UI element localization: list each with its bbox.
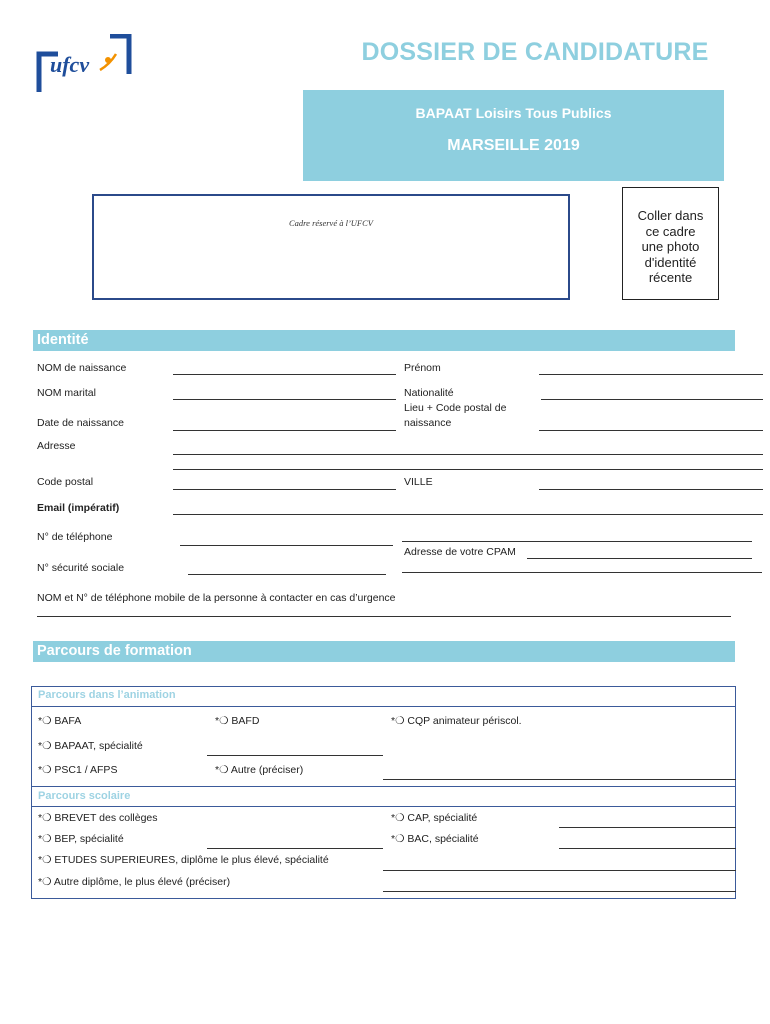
label-email: Email (impératif) <box>37 502 120 514</box>
label-date-naissance: Date de naissance <box>37 417 124 429</box>
label-adresse: Adresse <box>37 440 76 452</box>
label-secu: N° sécurité sociale <box>37 562 125 574</box>
photo-text-line: Coller dans <box>637 208 704 223</box>
reserved-label: Cadre réservé à l’UFCV <box>289 218 373 228</box>
checkbox-psc1[interactable]: *❍ PSC1 / AFPS <box>38 764 118 776</box>
label-lieu-naissance-1: Lieu + Code postal de <box>404 402 507 414</box>
checkbox-cqp[interactable]: *❍ CQP animateur périscol. <box>391 715 522 727</box>
photo-box[interactable] <box>622 187 719 300</box>
photo-text-line: récente <box>648 270 693 285</box>
field-bapaat-specialite[interactable] <box>207 755 383 756</box>
reserved-box <box>92 194 570 300</box>
checkbox-bep[interactable]: *❍ BEP, spécialité <box>38 833 124 845</box>
field-bac-specialite[interactable] <box>559 848 736 849</box>
city-year: MARSEILLE 2019 <box>447 137 580 154</box>
field-cpam-line-2[interactable] <box>402 572 762 573</box>
field-etudes-superieures[interactable] <box>383 870 736 871</box>
checkbox-bafa[interactable]: *❍ BAFA <box>38 715 82 727</box>
field-bep-specialite[interactable] <box>207 848 383 849</box>
field-adresse-2[interactable] <box>173 469 763 470</box>
field-urgence[interactable] <box>37 616 731 617</box>
checkbox-bapaat[interactable]: *❍ BAPAAT, spécialité <box>38 740 143 752</box>
field-autre-preciser[interactable] <box>383 779 736 780</box>
document-title: DOSSIER DE CANDIDATURE <box>361 38 709 66</box>
field-telephone[interactable] <box>180 545 393 546</box>
program-banner <box>303 90 724 181</box>
field-autre-diplome[interactable] <box>383 891 736 892</box>
field-email[interactable] <box>173 514 763 515</box>
divider <box>32 806 735 807</box>
field-cpam-line-1[interactable] <box>402 541 752 542</box>
label-nom-naissance: NOM de naissance <box>37 362 127 374</box>
field-cpam[interactable] <box>527 558 752 559</box>
photo-text-line: ce cadre <box>645 223 696 239</box>
divider <box>32 786 735 787</box>
field-adresse-1[interactable] <box>173 454 763 455</box>
program-name: BAPAAT Loisirs Tous Publics <box>415 105 612 121</box>
field-lieu-naissance[interactable] <box>539 430 763 431</box>
divider <box>32 706 735 707</box>
checkbox-cap[interactable]: *❍ CAP, spécialité <box>391 812 478 824</box>
field-nom-marital[interactable] <box>173 399 396 400</box>
field-cap-specialite[interactable] <box>559 827 736 828</box>
photo-text-line: d'identité <box>644 254 697 270</box>
checkbox-autre-diplome[interactable]: *❍ Autre diplôme, le plus élevé (préciser) <box>38 876 231 888</box>
label-nom-marital: NOM marital <box>37 387 96 399</box>
label-lieu-naissance-2: naissance <box>404 417 452 429</box>
label-urgence: NOM et N° de téléphone mobile de la personne à contacter en cas d’urgence <box>37 592 396 604</box>
checkbox-etudes-superieures[interactable]: *❍ ETUDES SUPERIEURES, diplôme le plus élevé, spécialité <box>38 854 329 866</box>
field-ville[interactable] <box>539 489 763 490</box>
field-code-postal[interactable] <box>173 489 396 490</box>
checkbox-bac[interactable]: *❍ BAC, spécialité <box>391 833 479 845</box>
label-code-postal: Code postal <box>37 476 94 488</box>
label-cpam: Adresse de votre CPAM <box>404 546 516 558</box>
sub-head-scolaire: Parcours scolaire <box>38 790 131 802</box>
field-prenom[interactable] <box>539 374 763 375</box>
checkbox-bafd[interactable]: *❍ BAFD <box>215 715 260 727</box>
sub-head-animation: Parcours dans l’animation <box>38 689 176 701</box>
field-secu[interactable] <box>188 574 386 575</box>
label-ville: VILLE <box>404 476 433 488</box>
section-identite: Identité <box>33 330 735 351</box>
checkbox-brevet[interactable]: *❍ BREVET des collèges <box>38 812 158 824</box>
label-nationalite: Nationalité <box>404 387 454 399</box>
label-prenom: Prénom <box>404 362 441 374</box>
field-nom-naissance[interactable] <box>173 374 396 375</box>
ufcv-logo <box>36 34 132 92</box>
photo-text-line: une photo <box>641 239 700 254</box>
section-parcours: Parcours de formation <box>33 641 735 662</box>
field-nationalite[interactable] <box>541 399 763 400</box>
svg-text:ufcv: ufcv <box>50 52 90 77</box>
field-date-naissance[interactable] <box>173 430 396 431</box>
checkbox-autre[interactable]: *❍ Autre (préciser) <box>215 764 304 776</box>
parcours-box <box>31 686 736 899</box>
label-telephone: N° de téléphone <box>37 531 113 543</box>
